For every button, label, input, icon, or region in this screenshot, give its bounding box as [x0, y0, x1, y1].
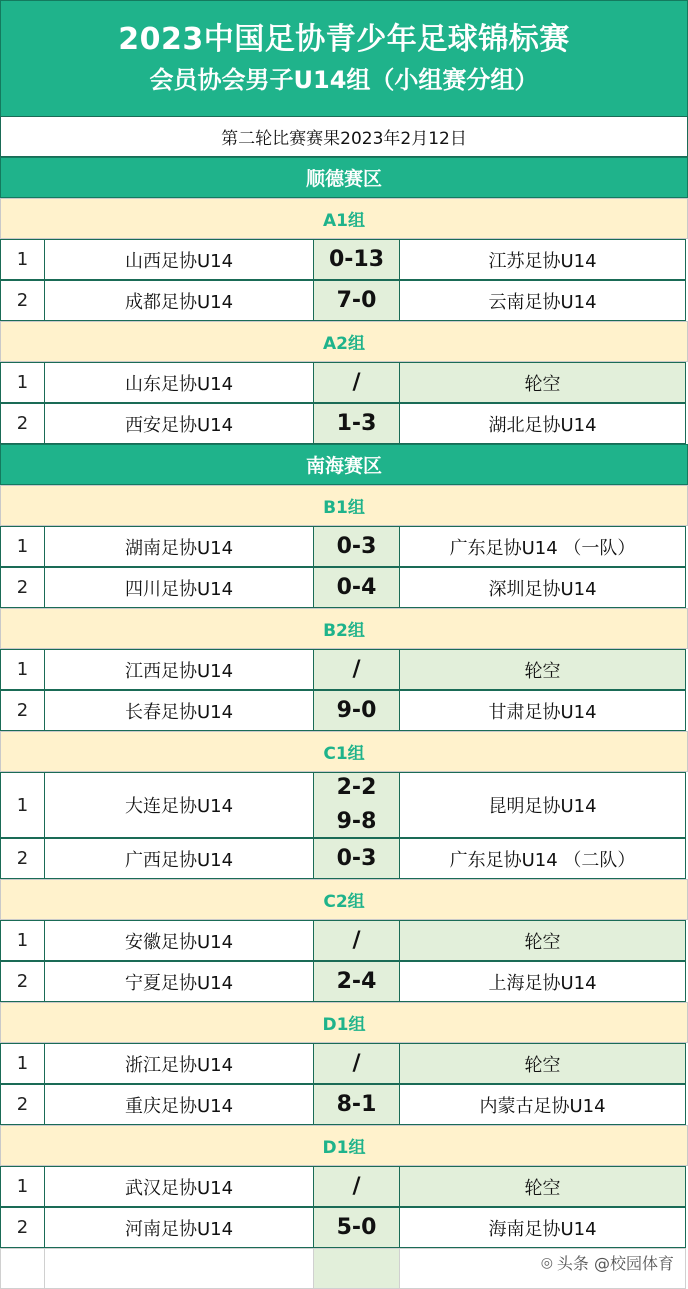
bye-label: 轮空 [399, 649, 686, 690]
away-team: 湖北足协U14 [399, 403, 686, 444]
match-row [0, 1084, 688, 1125]
match-row [0, 567, 688, 608]
page-subtitle: 会员协会男子U14组（小组赛分组） [149, 65, 539, 94]
score-value: 8-1 [336, 1091, 377, 1117]
match-score [313, 239, 400, 280]
match-number: 2 [0, 1207, 45, 1248]
match-row [0, 362, 688, 403]
match-score [313, 567, 400, 608]
group-header: B2组 [0, 608, 688, 649]
match-score [313, 1207, 400, 1248]
group-header: A1组 [0, 198, 688, 239]
score-value: 0-4 [336, 574, 377, 600]
score-value: / [352, 1050, 361, 1076]
empty-cell [313, 1248, 400, 1289]
match-score [313, 280, 400, 321]
score-value: 5-0 [336, 1214, 377, 1240]
match-score [313, 772, 400, 838]
match-score [313, 920, 400, 961]
score-value: / [352, 656, 361, 682]
score-value: 0-13 [328, 246, 385, 272]
away-team: 甘肃足协U14 [399, 690, 686, 731]
match-number: 2 [0, 1084, 45, 1125]
match-number: 2 [0, 690, 45, 731]
match-score [313, 362, 400, 403]
match-number: 2 [0, 567, 45, 608]
match-number: 2 [0, 838, 45, 879]
home-team: 广西足协U14 [44, 838, 314, 879]
empty-cell [0, 1248, 45, 1289]
score-value: 1-3 [336, 410, 377, 436]
match-row [0, 772, 688, 838]
away-team: 深圳足协U14 [399, 567, 686, 608]
match-row [0, 920, 688, 961]
match-score [313, 526, 400, 567]
home-team: 江西足协U14 [44, 649, 314, 690]
home-team: 西安足协U14 [44, 403, 314, 444]
group-header: C2组 [0, 879, 688, 920]
match-number: 1 [0, 649, 45, 690]
home-team: 河南足协U14 [44, 1207, 314, 1248]
match-number: 2 [0, 280, 45, 321]
away-team: 海南足协U14 [399, 1207, 686, 1248]
group-header: A2组 [0, 321, 688, 362]
home-team: 重庆足协U14 [44, 1084, 314, 1125]
results-date-row: 第二轮比赛赛果2023年2月12日 [0, 116, 688, 157]
match-row [0, 649, 688, 690]
home-team: 山东足协U14 [44, 362, 314, 403]
bye-label: 轮空 [399, 920, 686, 961]
group-header: D1组 [0, 1002, 688, 1043]
group-header: C1组 [0, 731, 688, 772]
score-value: / [352, 927, 361, 953]
home-team: 武汉足协U14 [44, 1166, 314, 1207]
home-team: 浙江足协U14 [44, 1043, 314, 1084]
away-team: 内蒙古足协U14 [399, 1084, 686, 1125]
score-value: / [352, 1173, 361, 1199]
match-score [313, 1043, 400, 1084]
home-team: 长春足协U14 [44, 690, 314, 731]
group-header: B1组 [0, 485, 688, 526]
home-team: 安徽足协U14 [44, 920, 314, 961]
match-number: 1 [0, 920, 45, 961]
match-score [313, 690, 400, 731]
match-row [0, 1043, 688, 1084]
score-value: 9-0 [336, 697, 377, 723]
match-row [0, 1166, 688, 1207]
match-row [0, 961, 688, 1002]
score-value: / [352, 369, 361, 395]
match-row [0, 526, 688, 567]
group-header: D1组 [0, 1125, 688, 1166]
match-score [313, 1084, 400, 1125]
bye-label: 轮空 [399, 1043, 686, 1084]
match-score [313, 403, 400, 444]
score-value: 7-0 [336, 287, 377, 313]
match-number: 1 [0, 239, 45, 280]
match-row [0, 403, 688, 444]
match-score [313, 838, 400, 879]
match-row [0, 838, 688, 879]
match-number: 1 [0, 1166, 45, 1207]
circle-logo-icon: ◎ [540, 1254, 553, 1271]
match-number: 2 [0, 961, 45, 1002]
home-team: 山西足协U14 [44, 239, 314, 280]
match-row [0, 1207, 688, 1248]
away-team: 广东足协U14 （一队） [399, 526, 686, 567]
match-number: 2 [0, 403, 45, 444]
empty-cell [44, 1248, 314, 1289]
match-row [0, 239, 688, 280]
away-team: 昆明足协U14 [399, 772, 686, 838]
bye-label: 轮空 [399, 1166, 686, 1207]
score-value: 0-3 [336, 533, 377, 559]
watermark [541, 1251, 674, 1274]
match-number: 1 [0, 772, 45, 838]
home-team: 大连足协U14 [44, 772, 314, 838]
away-team: 江苏足协U14 [399, 239, 686, 280]
zone-header: 顺德赛区 [0, 157, 688, 198]
score-value: 0-3 [336, 845, 377, 871]
away-team: 广东足协U14 （二队） [399, 838, 686, 879]
match-number: 1 [0, 362, 45, 403]
match-row [0, 690, 688, 731]
match-number: 1 [0, 1043, 45, 1084]
sheet-header [0, 0, 688, 117]
bye-label: 轮空 [399, 362, 686, 403]
watermark-text: 头条 @校园体育 [556, 1254, 674, 1273]
score-value: 2-2 [336, 775, 377, 800]
match-score [313, 649, 400, 690]
home-team: 湖南足协U14 [44, 526, 314, 567]
match-score [313, 961, 400, 1002]
home-team: 宁夏足协U14 [44, 961, 314, 1002]
away-team: 上海足协U14 [399, 961, 686, 1002]
home-team: 成都足协U14 [44, 280, 314, 321]
match-number: 1 [0, 526, 45, 567]
home-team: 四川足协U14 [44, 567, 314, 608]
score-value: 2-4 [336, 968, 377, 994]
zone-header: 南海赛区 [0, 444, 688, 485]
match-score [313, 1166, 400, 1207]
away-team: 云南足协U14 [399, 280, 686, 321]
match-row [0, 280, 688, 321]
page-title: 2023中国足协青少年足球锦标赛 [118, 21, 570, 57]
score-value: 9-8 [336, 809, 377, 834]
